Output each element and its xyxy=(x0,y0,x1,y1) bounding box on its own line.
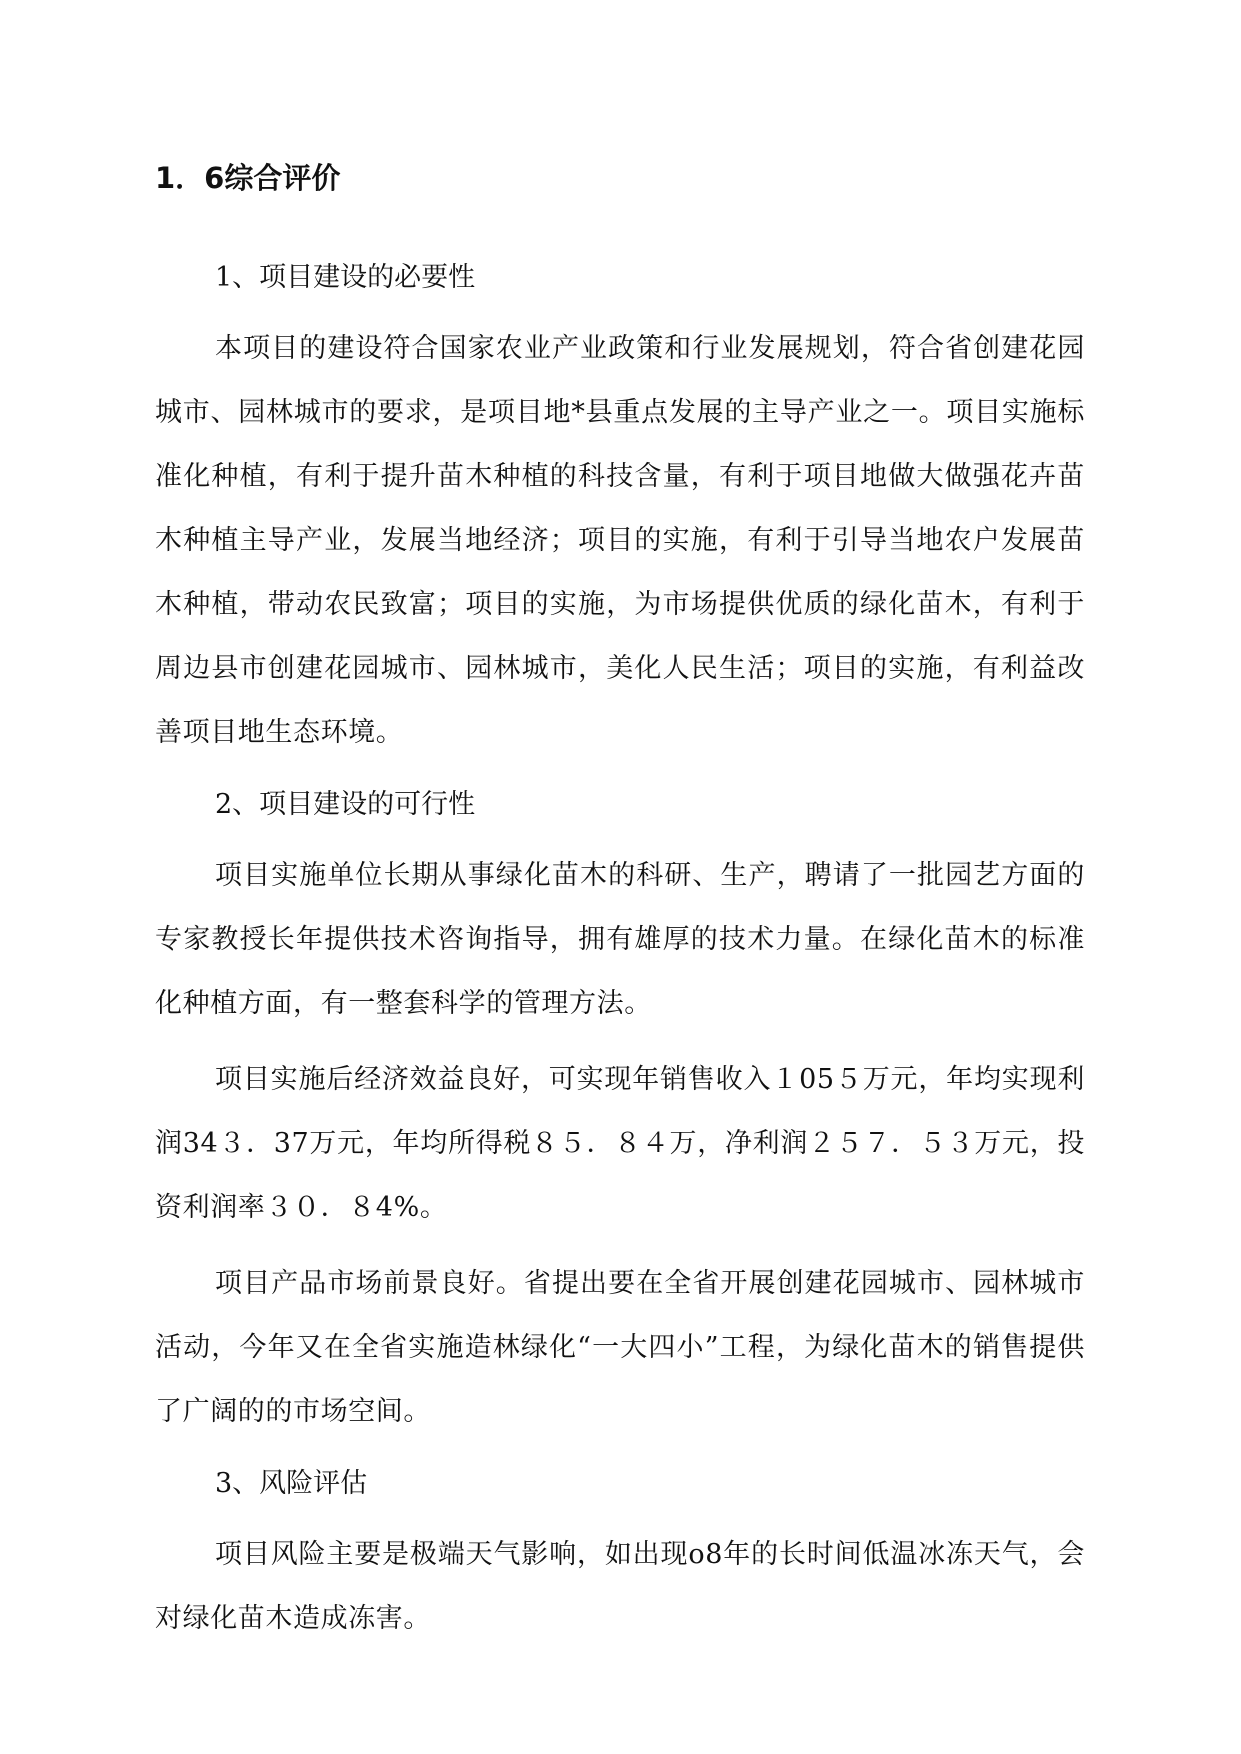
subsection-title-feasibility: 2、项目建设的可行性 xyxy=(215,789,476,820)
subsection-title-risk: 3、风险评估 xyxy=(215,1468,368,1499)
paragraph-risk: 项目风险主要是极端天气影响，如出现o8年的长时间低温冰冻天气，会对绿化苗木造成冻害。 xyxy=(155,1539,1085,1634)
paragraph-feasibility-economic: 项目实施后经济效益良好，可实现年销售收入１05５万元，年均实现利润34３．37万元，年均所得税８５．８４万，净利润２５７．５３万元，投资利润率３０．８4%。 xyxy=(155,1064,1085,1223)
section-heading: 1．6综合评价 xyxy=(155,161,341,195)
paragraph-feasibility-market: 项目产品市场前景良好。省提出要在全省开展创建花园城市、园林城市活动，今年又在全省实施造林绿化“一大四小”工程，为绿化苗木的销售提供了广阔的的市场空间。 xyxy=(155,1268,1085,1427)
paragraph-feasibility-technical: 项目实施单位长期从事绿化苗木的科研、生产，聘请了一批园艺方面的专家教授长年提供技术咨询指导，拥有雄厚的技术力量。在绿化苗木的标准化种植方面，有一整套科学的管理方法。 xyxy=(155,860,1085,1019)
subsection-title-necessity: 1、项目建设的必要性 xyxy=(215,262,476,293)
paragraph-necessity: 本项目的建设符合国家农业产业政策和行业发展规划，符合省创建花园城市、园林城市的要求，是项目地*县重点发展的主导产业之一。项目实施标准化种植，有利于提升苗木种植的科技含量，有利于项目地做大做强花卉苗木种植主导产业，发展当地经济；项目的实施，有利于引导当地农户发展苗木种植，带动农民致富；项目的实施，为市场提供优质的绿化苗木，有利于周边县市创建花园城市、园林城市，美化人民生活；项目的实施，有利益改善项目地生态环境。 xyxy=(155,333,1085,748)
document-body xyxy=(155,250,1085,1661)
